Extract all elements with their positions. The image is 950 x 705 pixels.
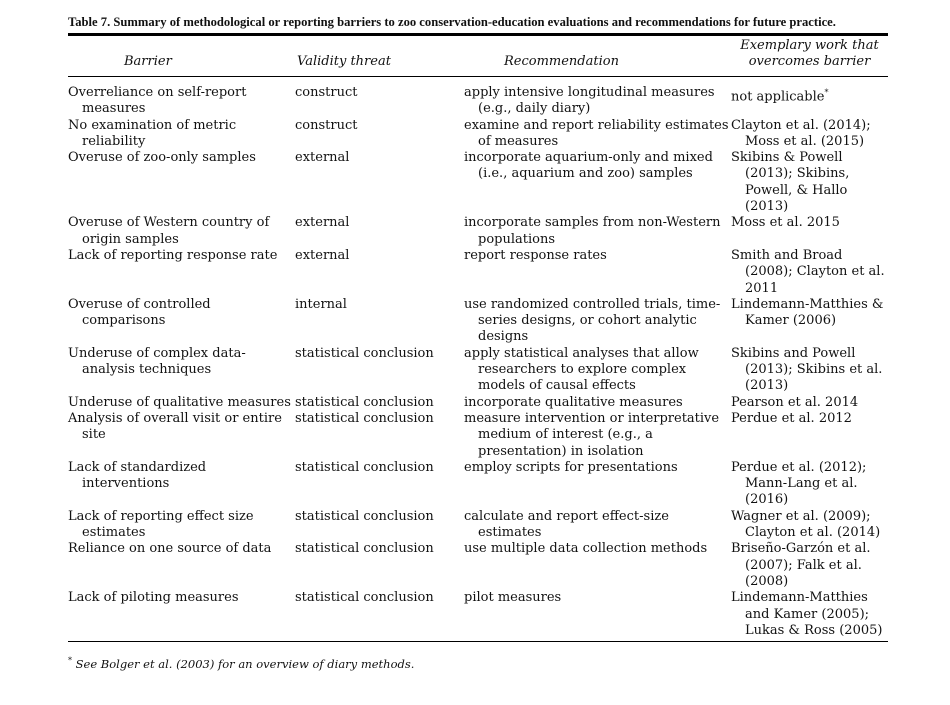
threat-cell: external bbox=[295, 215, 350, 231]
recommendation-cell: employ scripts for presentations bbox=[464, 459, 678, 475]
exemplary-cell: Moss et al. 2015 bbox=[731, 215, 840, 231]
header-exemplary-line1: Exemplary work that bbox=[740, 38, 879, 53]
exemplary-cell: Lindemann-Matthies and Kamer (2005); Lukas & Ross (2005) bbox=[731, 590, 883, 638]
header-recommendation: Recommendation bbox=[504, 54, 619, 69]
table-row bbox=[68, 590, 888, 639]
threat-cell: statistical conclusion bbox=[295, 541, 434, 557]
table-row bbox=[68, 346, 888, 395]
table-row bbox=[68, 541, 888, 590]
footnote-symbol: * bbox=[68, 656, 72, 666]
exemplary-cell: Briseño-Garzón et al. (2007); Falk et al. (2008) bbox=[731, 541, 871, 589]
exemplary-cell: Perdue et al. 2012 bbox=[731, 410, 852, 426]
table-row bbox=[68, 411, 888, 460]
table-body bbox=[68, 77, 888, 639]
exemplary-cell: Perdue et al. (2012); Mann-Lang et al. (2016) bbox=[731, 459, 867, 508]
header-validity-threat: Validity threat bbox=[297, 54, 391, 69]
table-row bbox=[68, 297, 888, 346]
threat-cell: construct bbox=[295, 85, 358, 100]
threat-cell: external bbox=[295, 150, 350, 166]
barrier-cell: Lack of piloting measures bbox=[68, 590, 239, 606]
exemplary-cell: Skibins & Powell (2013); Skibins, Powell, & Hallo (2013) bbox=[731, 150, 850, 215]
recommendation-cell: apply statistical analyses that allow researchers to explore complex models of causal effects bbox=[464, 345, 699, 394]
threat-cell: statistical conclusion bbox=[295, 410, 434, 426]
barrier-cell: Reliance on one source of data bbox=[68, 541, 272, 557]
exemplary-cell: Wagner et al. (2009); Clayton et al. (2014) bbox=[731, 508, 881, 541]
barrier-cell: Lack of reporting response rate bbox=[68, 247, 278, 263]
threat-cell: statistical conclusion bbox=[295, 590, 434, 606]
recommendation-cell: incorporate aquarium-only and mixed (i.e., aquarium and zoo) samples bbox=[464, 150, 713, 182]
barrier-cell: Overuse of zoo-only samples bbox=[68, 150, 256, 166]
table-row bbox=[68, 460, 888, 509]
table-figure bbox=[68, 14, 888, 671]
footnote-marker: * bbox=[824, 88, 829, 97]
barrier-cell: No examination of metric reliability bbox=[68, 117, 237, 149]
threat-cell: statistical conclusion bbox=[295, 394, 434, 410]
table-row bbox=[68, 118, 888, 151]
barrier-cell: Overreliance on self-report measures bbox=[68, 85, 247, 117]
table-row bbox=[68, 509, 888, 542]
barrier-cell: Analysis of overall visit or entire site bbox=[68, 410, 282, 443]
exemplary-cell: not applicable* bbox=[731, 88, 829, 105]
exemplary-cell: Pearson et al. 2014 bbox=[731, 394, 859, 410]
barrier-cell: Overuse of controlled comparisons bbox=[68, 296, 211, 329]
barrier-cell: Lack of reporting effect size estimates bbox=[68, 508, 254, 541]
table-row bbox=[68, 248, 888, 297]
table-row bbox=[68, 395, 888, 411]
threat-cell: statistical conclusion bbox=[295, 345, 434, 361]
exemplary-cell: Skibins and Powell (2013); Skibins et al. (2013) bbox=[731, 345, 883, 394]
bottom-rule bbox=[68, 641, 888, 642]
recommendation-cell: pilot measures bbox=[464, 590, 562, 606]
recommendation-cell: incorporate qualitative measures bbox=[464, 394, 683, 410]
barrier-cell: Lack of standardized interventions bbox=[68, 459, 207, 492]
table-row bbox=[68, 150, 888, 215]
threat-cell: construct bbox=[295, 117, 358, 133]
header-barrier: Barrier bbox=[124, 54, 172, 69]
recommendation-cell: calculate and report effect-size estimates bbox=[464, 508, 669, 541]
recommendation-cell: report response rates bbox=[464, 247, 607, 263]
recommendation-cell: use multiple data collection methods bbox=[464, 541, 708, 557]
threat-cell: statistical conclusion bbox=[295, 459, 434, 475]
exemplary-cell: Smith and Broad (2008); Clayton et al. 2011 bbox=[731, 247, 885, 296]
threat-cell: internal bbox=[295, 296, 347, 312]
recommendation-cell: incorporate samples from non-Western populations bbox=[464, 215, 721, 247]
threat-cell: statistical conclusion bbox=[295, 508, 434, 524]
header-row bbox=[68, 36, 888, 76]
footnote-text: See Bolger et al. (2003) for an overview of diary methods. bbox=[75, 656, 415, 671]
exemplary-cell: Lindemann-Matthies & Kamer (2006) bbox=[731, 296, 884, 329]
recommendation-cell: use randomized controlled trials, time-series designs, or cohort analytic designs bbox=[464, 296, 721, 345]
table-footnote bbox=[68, 654, 888, 671]
barrier-cell: Underuse of complex data-analysis techniques bbox=[68, 345, 246, 378]
recommendation-cell: measure intervention or interpretative medium of interest (e.g., a presentation) in isolation bbox=[464, 410, 720, 459]
table-row bbox=[68, 215, 888, 248]
barrier-cell: Overuse of Western country of origin samples bbox=[68, 215, 270, 247]
header-exemplary-line2: overcomes barrier bbox=[748, 54, 871, 69]
recommendation-cell: examine and report reliability estimates of measures bbox=[464, 117, 729, 149]
recommendation-cell: apply intensive longitudinal measures (e.g., daily diary) bbox=[464, 85, 715, 117]
table-row bbox=[68, 77, 888, 118]
barriers-table bbox=[68, 36, 888, 639]
threat-cell: external bbox=[295, 247, 350, 263]
exemplary-cell: Clayton et al. (2014); Moss et al. (2015) bbox=[731, 117, 871, 149]
header-exemplary-work bbox=[731, 36, 888, 76]
barrier-cell: Underuse of qualitative measures bbox=[68, 394, 291, 410]
table-caption: Table 7. Summary of methodological or reporting barriers to zoo conservation-education evaluations and recommendations for future practice. bbox=[68, 15, 836, 29]
